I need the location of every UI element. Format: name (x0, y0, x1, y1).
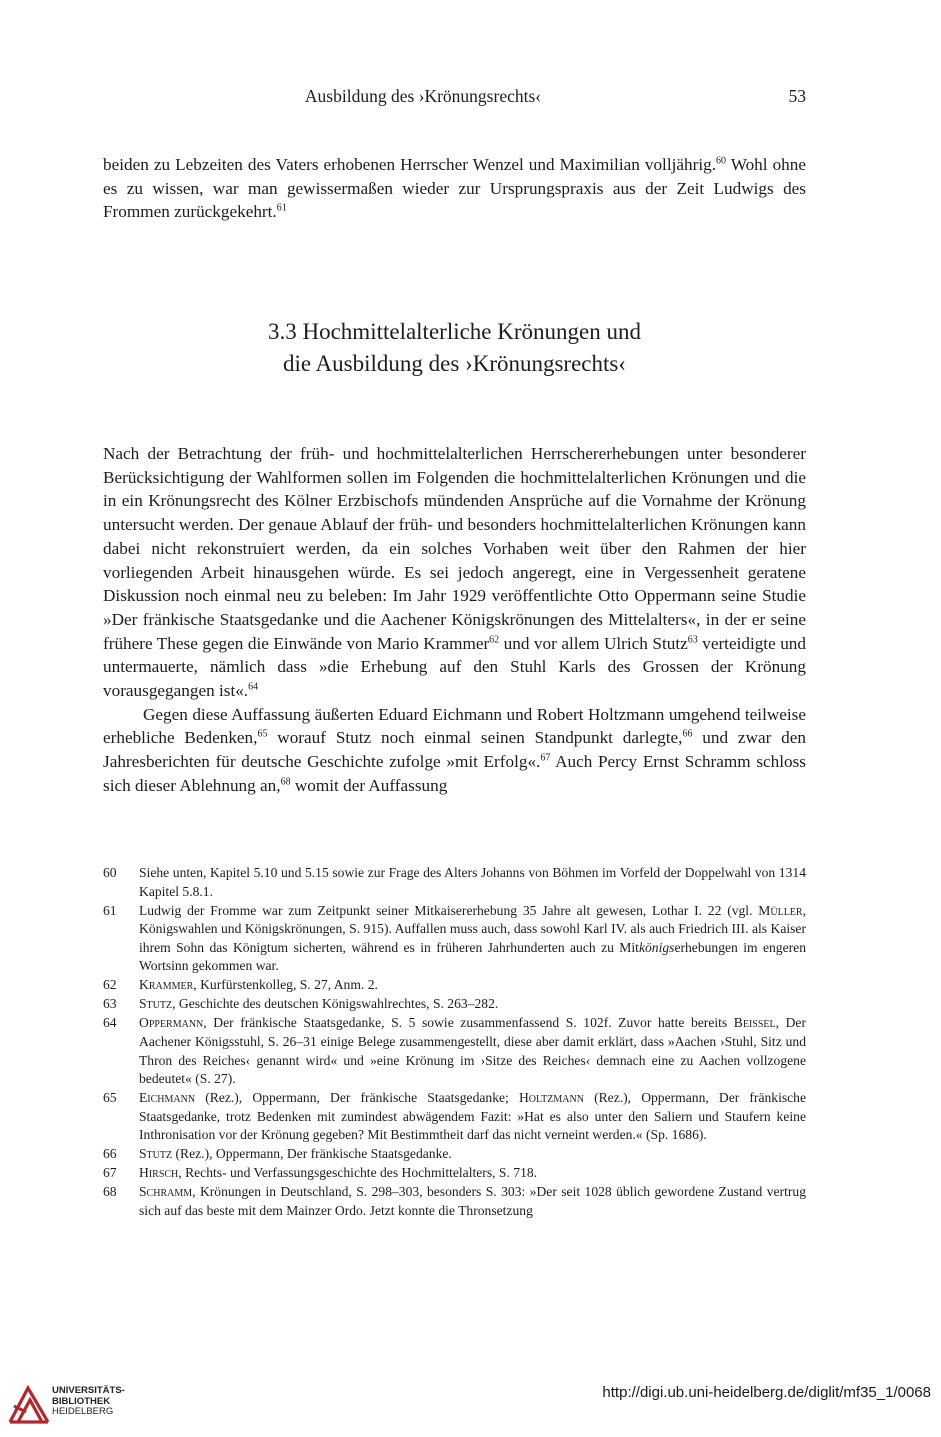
paragraph-2-text-4: Auch Percy Ernst Schramm schloss sich dieser Ablehnung an, (103, 752, 806, 795)
digitization-footer (0, 1372, 941, 1437)
paragraph-2-text-5: womit der Auffassung (290, 775, 448, 795)
library-name-line-2: BIBLIOTHEK (52, 1395, 111, 1407)
footnote-text-part: , Königswahlen und Königskrönungen, S. 915). Auffallen muss auch, dass sowohl Karl IV. als auch Friedrich III. als Kaiser ihrem Sohn das Königtum sicherten, während es in früheren Jahrhunderten auch zu Mit (139, 902, 806, 955)
footnotes (103, 864, 806, 1221)
intro-paragraph (103, 153, 806, 224)
running-title: Ausbildung des ›Krönungsrechts‹ (304, 86, 542, 106)
footnote-text (139, 1145, 806, 1164)
footnote-text-part: , Der Aachener Königsstuhl, S. 26–31 einige Belege zusammengestellt, diese aber damit erklärt, dass »Aachen ›Stuhl, Sitz und Thron des Reiches‹ genannt wird« und »eine Krönung im ›Sitze des Reiches‹ demnach eine zu Aachen vollzogene bedeutet« (S. 27). (139, 1015, 806, 1087)
author-name: Hirsch (139, 1165, 179, 1181)
footnote-text (139, 902, 806, 976)
author-name: Stutz (139, 1146, 173, 1162)
author-name: Müller (758, 902, 803, 918)
footnote-number: 68 (103, 1184, 117, 1200)
footnote-number: 66 (103, 1146, 117, 1162)
paragraph-2-text-1: Gegen diese Auffassung äußerten Eduard Eichmann und Robert Holtzmann umgehend teilweise erhebliche Bedenken, (103, 704, 806, 748)
footnote-text (139, 1089, 806, 1145)
footnote-65 (103, 1089, 806, 1145)
footnote-text (139, 995, 806, 1014)
footnote-ref-62[interactable]: 62 (489, 633, 500, 645)
section-heading-line-1: 3.3 Hochmittelalterliche Krönungen und (267, 319, 641, 344)
footnote-text-part: , Geschichte des deutschen Königswahlrechtes, S. 263–282. (172, 996, 499, 1012)
library-name (52, 1386, 125, 1418)
author-name: Krammer (139, 977, 194, 993)
running-head (103, 86, 806, 112)
footnote-text-part: , Der fränkische Staatsgedanke, S. 5 sowie zusammenfassend S. 102f. Zuvor hatte bereits (203, 1015, 734, 1031)
intro-text-1: beiden zu Lebzeiten des Vaters erhobenen Herrscher Wenzel und Maximilian volljährig. (103, 155, 716, 174)
footnote-text-part: erhebungen im engeren Wortsinn gekommen war. (139, 939, 806, 974)
footnote-62 (103, 976, 806, 995)
footnote-63 (103, 995, 806, 1014)
footnote-61 (103, 902, 806, 976)
footnote-ref-66[interactable]: 66 (682, 728, 693, 740)
paragraph-2-text-2: worauf Stutz noch einmal seinen Standpunkt darlegte, (267, 728, 683, 748)
footnote-68 (103, 1183, 806, 1220)
author-name: Stutz (139, 996, 173, 1012)
author-name: Beissel (733, 1015, 776, 1031)
footnote-text (139, 976, 806, 995)
footnote-text-part: , Rechts- und Verfassungsgeschichte des Hochmittelalters, S. 718. (178, 1165, 538, 1181)
footnote-text (139, 1183, 806, 1220)
footnote-60 (103, 864, 806, 901)
footnote-number: 61 (103, 902, 117, 918)
paragraph-1 (103, 442, 806, 703)
footnote-ref-67[interactable]: 67 (540, 752, 551, 764)
footnote-text-part: (Rez.), Oppermann, Der fränkische Staatsgedanke. (172, 1146, 452, 1162)
author-name: Eichmann (139, 1090, 196, 1106)
footnote-ref-60[interactable]: 60 (716, 155, 726, 167)
library-name-line-1: UNIVERSITÄTS- (52, 1385, 125, 1396)
paragraph-1-text-1: Nach der Betrachtung der früh- und hochmittelalterlichen Herrschererhebungen unter besonderer Berücksichtigung der Wahlformen sollen im Folgenden die hochmittelalterlichen Krönungen und die in ein Krönungsrecht des Kölner Erzbischofs mündenden Ansprüche auf die Vornahme der Krönung untersucht werden. Der genaue Ablauf der früh- und besonders hochmittelalterlichen Krönungen kann dabei nicht rekonstruiert werden, da ein solches Vorhaben weit über den Rahmen der hier vorliegenden Arbeit hinausgehen würde. Es sei jedoch angeregt, eine in Vergessenheit geratene Diskussion noch einmal neu zu beleben: Im Jahr 1929 veröffentlichte Otto Oppermann seine Studie »Der fränkische Staatsgedanke und die Aachener Königskrönungen des Mittelalters«, in der er seine frühere These gegen die Einwände von Mario Krammer (103, 444, 806, 653)
footnote-text-part: (Rez.), Oppermann, Der fränkische Staatsgedanke; (195, 1090, 519, 1106)
author-name: Oppermann (139, 1015, 204, 1031)
footnote-ref-63[interactable]: 63 (687, 633, 698, 645)
author-name: Holtzmann (518, 1090, 584, 1106)
footnote-number: 67 (103, 1165, 117, 1181)
footnote-number: 64 (103, 1015, 117, 1031)
paragraph-2 (103, 703, 806, 798)
footnote-text (139, 1164, 806, 1183)
footnote-66 (103, 1145, 806, 1164)
footnote-text-part: , Kurfürstenkolleg, S. 27, Anm. 2. (193, 977, 378, 993)
paragraph-1-text-2: und vor allem Ulrich Stutz (499, 633, 688, 653)
footnote-ref-65[interactable]: 65 (257, 728, 268, 740)
page-number: 53 (788, 86, 806, 106)
footnote-text-part: (Rez.), Oppermann, Der fränkische Staatsgedanke, trotz Bedenken mit zumindest abwägendem Fazit: »Hat es also unter den Saliern und Staufern keine Inthronisation vor der Krönung gegeben? Mit Bestimmtheit darf das nicht verneint werden.« (Sp. 1686). (139, 1090, 806, 1143)
permalink-url[interactable]: http://digi.ub.uni-heidelberg.de/diglit/mf35_1/0068 (602, 1384, 931, 1401)
footnote-number: 63 (103, 996, 117, 1012)
intro-text-2: Wohl ohne es zu wissen, war man gewissermaßen wieder zur Ursprungspraxis aus der Zeit Ludwigs des Frommen zurückgekehrt. (103, 155, 806, 222)
footnote-ref-64[interactable]: 64 (248, 681, 259, 693)
footnote-number: 60 (103, 865, 117, 880)
section-heading (103, 316, 806, 380)
footnote-text-part: , Krönungen in Deutschland, S. 298–303, besonders S. 303: »Der seit 1028 üblich gewordene Zustand vertrug sich auf das beste mit dem Mainzer Ordo. Jetzt konnte die Thronsetzung (139, 1184, 806, 1218)
author-name: Schramm (139, 1184, 193, 1200)
footnote-number: 65 (103, 1090, 117, 1106)
paragraph-1-text-3: verteidigte und untermauerte, nämlich dass »die Erhebung auf den Stuhl Karls des Grossen der Krönung vorausgegangen ist«. (103, 633, 806, 701)
footnote-text-part: Ludwig der Fromme war zum Zeitpunkt seiner Mitkaisererhebung 35 Jahre alt gewesen, Lothar I. 22 (vgl. (139, 902, 759, 918)
paragraph-2-text-3: und zwar den Jahresberichten für deutsche Geschichte zufolge »mit Erfolg«. (103, 728, 806, 772)
footnote-ref-68[interactable]: 68 (280, 776, 291, 788)
emphasis: königs (638, 939, 675, 955)
section-heading-line-2: die Ausbildung des ›Krönungsrechts‹ (282, 351, 627, 376)
library-name-line-3: HEIDELBERG (52, 1406, 114, 1417)
university-library-logo-icon[interactable] (6, 1382, 52, 1426)
footnote-number: 62 (103, 977, 117, 993)
footnote-text (139, 1014, 806, 1088)
footnote-text: Siehe unten, Kapitel 5.10 und 5.15 sowie zur Frage des Alters Johanns von Böhmen im Vorfeld der Doppelwahl von 1314 Kapitel 5.8.1. (139, 865, 806, 899)
footnote-64 (103, 1014, 806, 1088)
main-text (103, 442, 806, 798)
footnote-67 (103, 1164, 806, 1183)
footnote-ref-61[interactable]: 61 (276, 202, 287, 214)
